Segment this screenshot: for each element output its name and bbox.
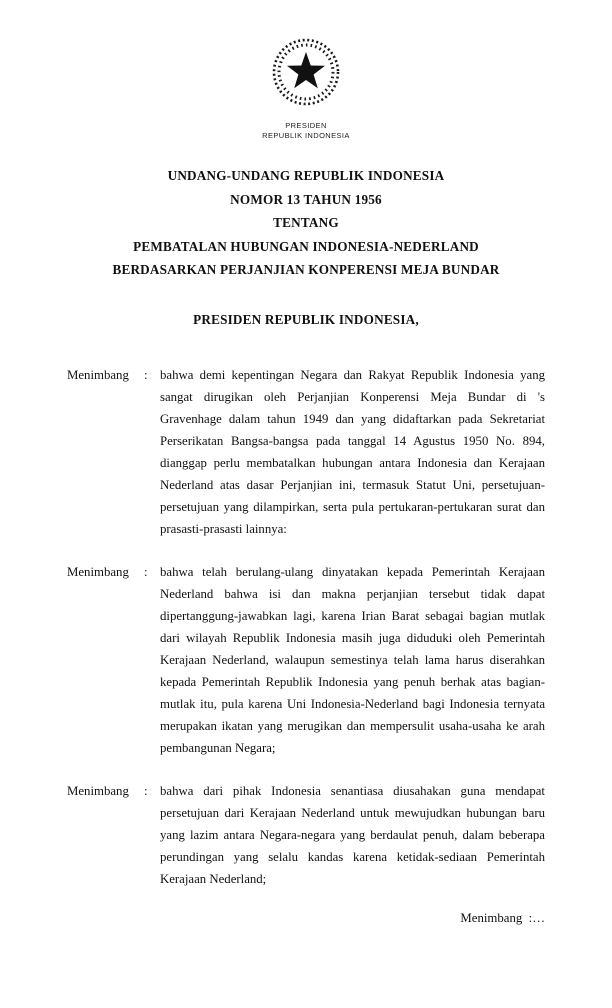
preamble-heading: PRESIDEN REPUBLIK INDONESIA,: [193, 311, 419, 327]
consideration-row: [67, 364, 545, 540]
consideration-text: bahwa telah berulang-ulang dinyatakan kepada Pemerintah Kerajaan Nederland bahwa isi dan makna perjanjian tersebut tidak dapat dipertanggung-jawabkan lagi, karena Irian Barat sebagai bagian mutlak dari wilayah Republik Indonesia masih juga diduduki oleh Pemerintah Kerajaan Nederland, walaupun semestinya telah lama harus diserahkan kepada Pemerintah Republik Indonesia yang penuh berhak atas bagian-mutlak itu, pula karena Uni Indonesia-Nederland bagi Indonesia ternyata merupakan ikatan yang merugikan dan mempersulit usaha-usaha ke arah pembangunan Negara;: [160, 564, 545, 755]
consideration-text: bahwa dari pihak Indonesia senantiasa diusahakan guna mendapat persetujuan dari Kerajaan Nederland untuk mewujudkan hubungan baru yang lazim antara Negara-negara yang berdaulat penuh, dalam beberapa perundingan yang selalu kandas karena ketidak-sediaan Pemerintah Kerajaan Nederland;: [160, 783, 545, 886]
title-line-subject1: PEMBATALAN HUBUNGAN INDONESIA-NEDERLAND: [133, 238, 479, 254]
letterhead-line1: PRESIDEN: [285, 121, 327, 130]
document-title: [67, 164, 545, 282]
consideration-text: bahwa demi kepentingan Negara dan Rakyat Republik Indonesia yang sangat dirugikan oleh Perjanjian Konperensi Meja Bundar di 's Gravenhage dalam tahun 1949 dan yang didaftarkan pada Sekretariat Perserikatan Bangsa-bangsa pada tanggal 14 Agustus 1950 No. 894, dianggap perlu membatalkan hubungan antara Indonesia dan Kerajaan Nederland atas dasar Perjanjian ini, termasuk Statut Uni, persetujuan-persetujuan yang dilampirkan, serta pula pertukaran-pertukaran surat dan prasasti-prasasti lainnya:: [160, 367, 545, 536]
title-line-number: NOMOR 13 TAHUN 1956: [230, 191, 382, 207]
consideration-row: [67, 561, 545, 759]
letterhead-line2: REPUBLIK INDONESIA: [262, 130, 350, 140]
consideration-row: [67, 780, 545, 890]
title-line-subject2: BERDASARKAN PERJANJIAN KONPERENSI MEJA BUNDAR: [112, 262, 500, 277]
consideration-colon: :: [144, 564, 148, 579]
consideration-colon: :: [144, 367, 148, 382]
presidential-seal-icon: [260, 34, 352, 114]
considerations-section: [67, 364, 545, 890]
consideration-colon: :: [144, 783, 148, 798]
consideration-label: Menimbang: [67, 783, 129, 798]
consideration-label: Menimbang: [67, 367, 129, 382]
letterhead: [67, 34, 545, 140]
page-catchword: Menimbang :…: [460, 910, 545, 925]
title-line-act: UNDANG-UNDANG REPUBLIK INDONESIA: [167, 168, 445, 183]
title-line-tentang: TENTANG: [273, 215, 339, 230]
consideration-label: Menimbang: [67, 564, 129, 579]
